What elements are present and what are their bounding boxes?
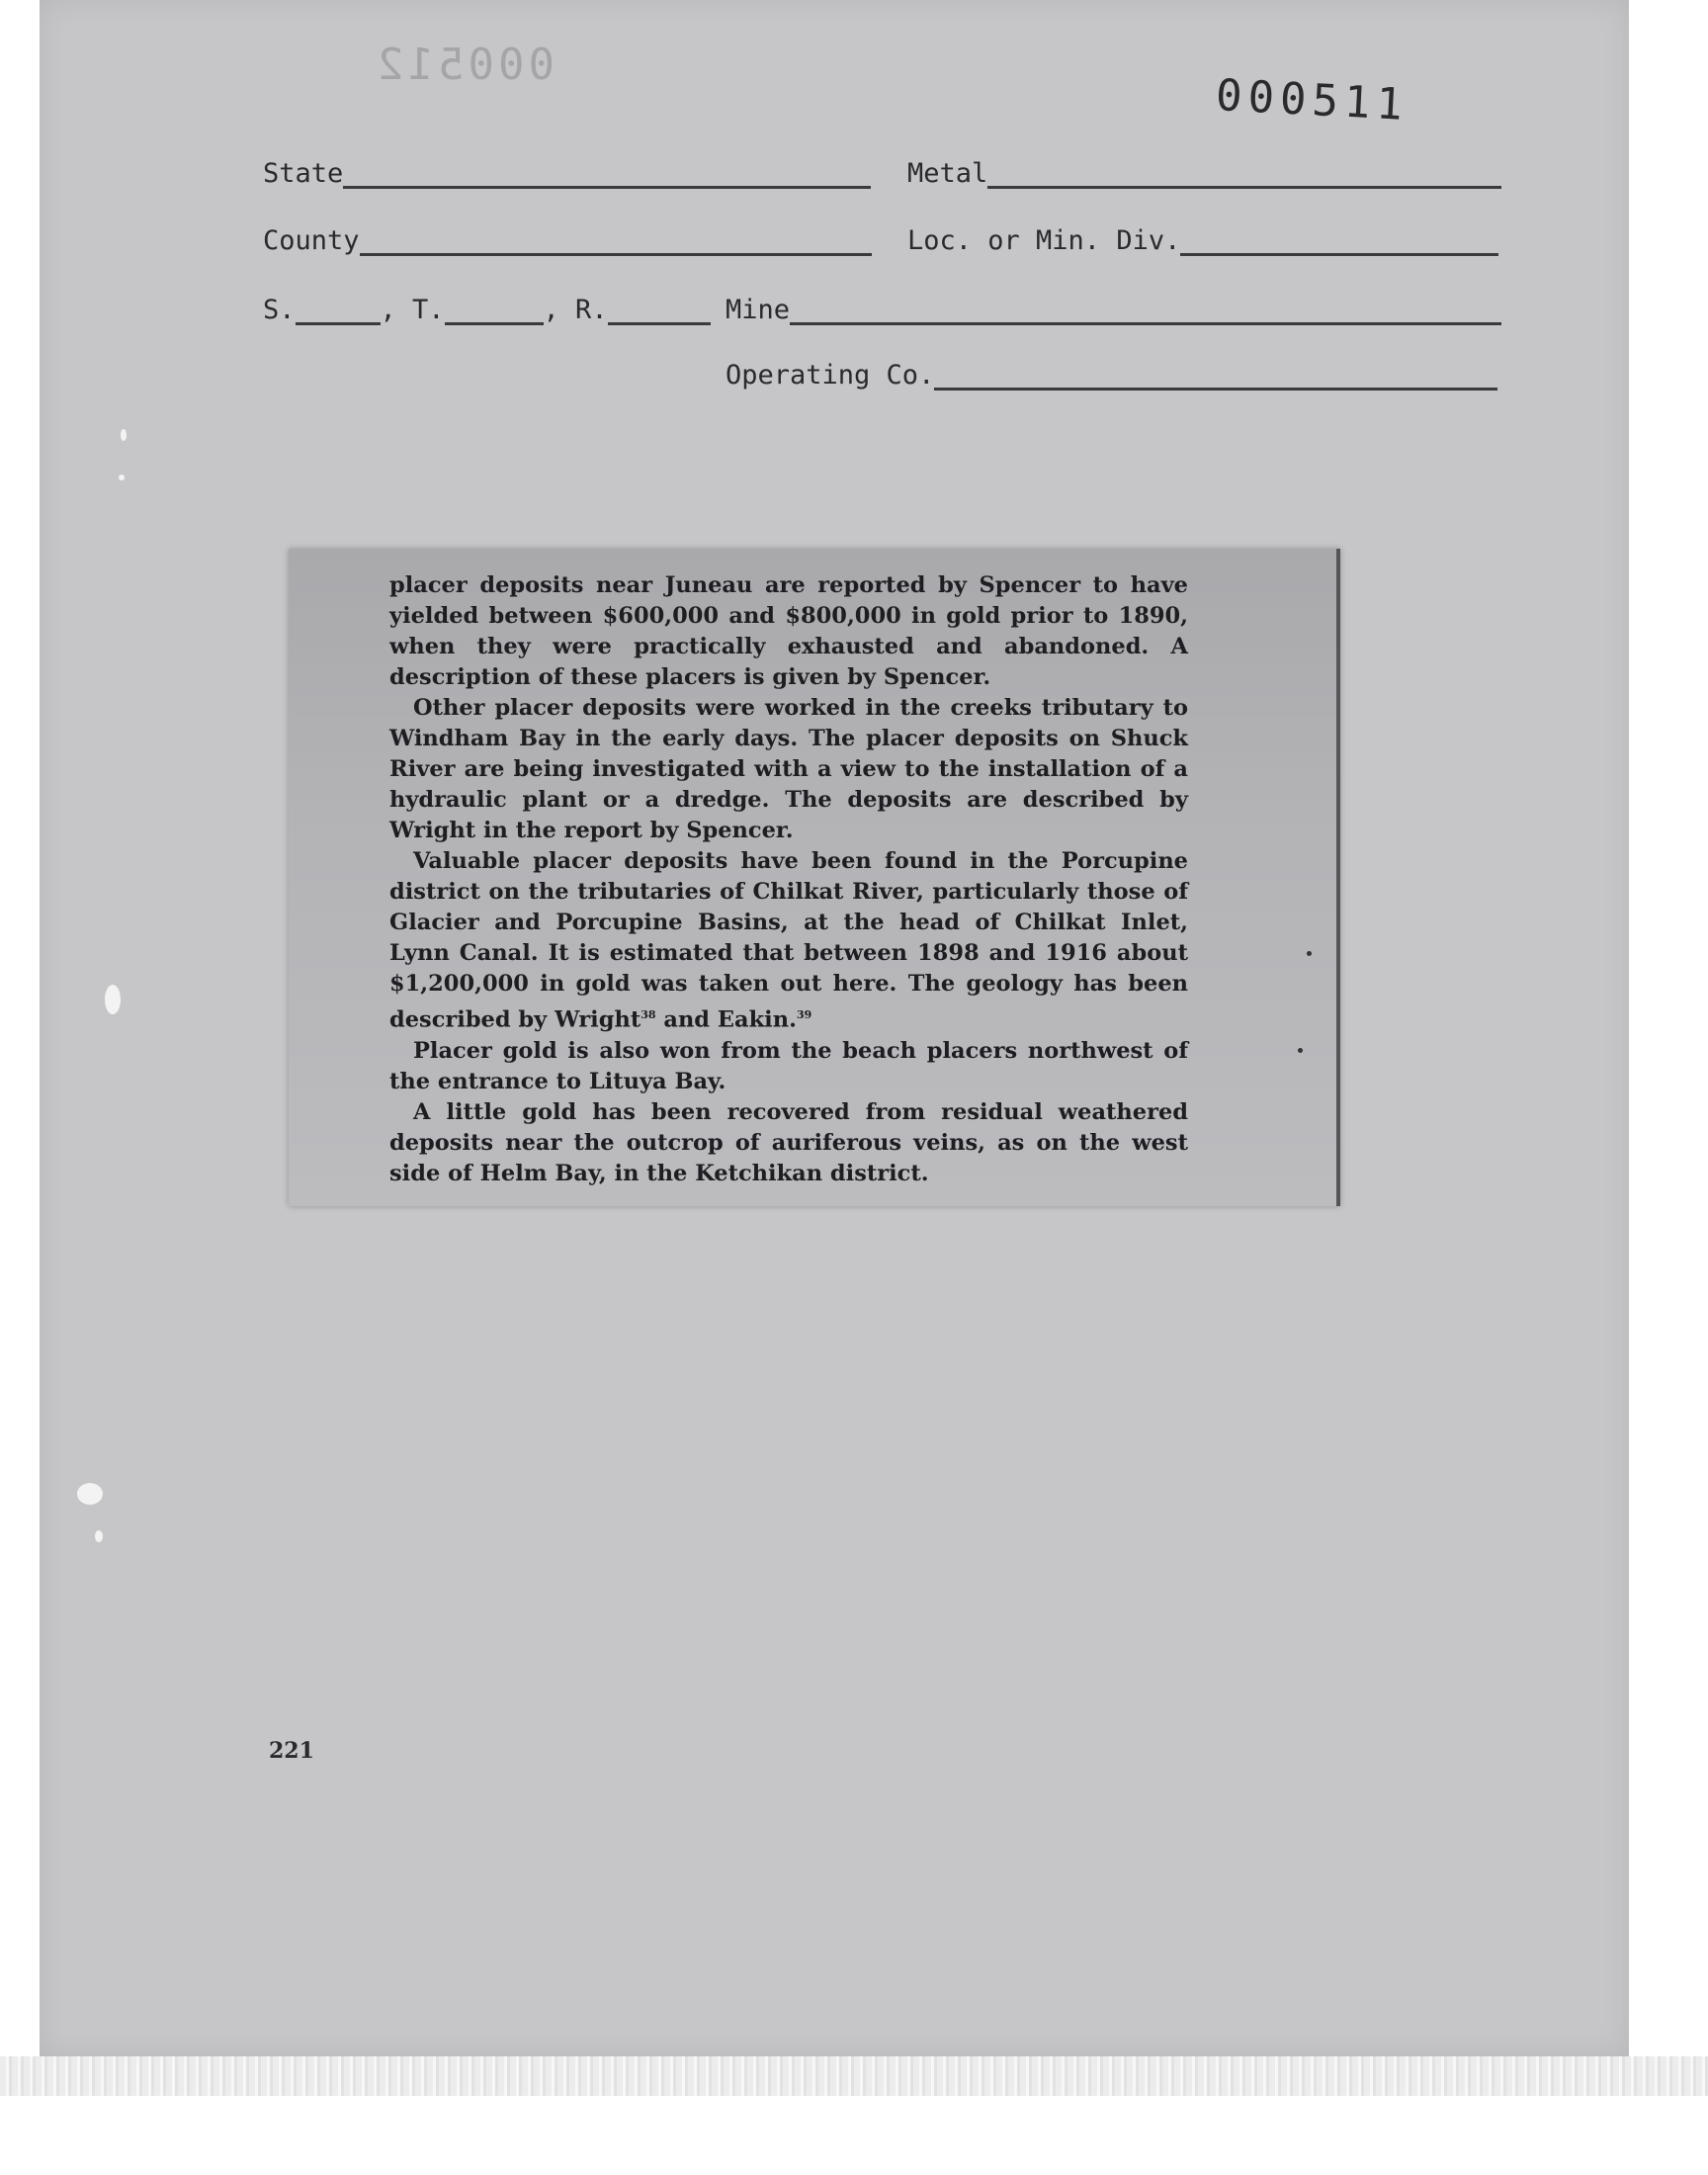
mirrored-bleedthrough-number: 000512 [374,40,555,90]
loc-field [907,225,1498,256]
mine-blank[interactable] [790,297,1501,325]
str-field [263,295,711,325]
state-blank[interactable] [343,160,871,189]
county-field [263,225,872,256]
file-number-stamp: 000511 [1214,69,1410,131]
metal-field [907,158,1501,189]
clipping-paragraph: placer deposits near Juneau are reported by Spencer to have yielded between $600,000 and $800,000 in gold prior to 1890, when they were practically exhausted and abandoned. A description of these placers is given by Spencer. [389,572,1188,690]
paper-speck [77,1483,103,1505]
clipping-paragraph: Placer gold is also won from the beach placers northwest of the entrance to Lituya Bay. [389,1037,1188,1094]
paper-speck [95,1530,103,1542]
county-blank[interactable] [360,227,872,256]
clipping-paragraph-text: Valuable placer deposits have been found in the Porcupine district on the tributaries of Chilkat River, particularly those of Glacier and Porcupine Basins, at the head of Chilkat Inlet, Lynn Canal. It is estimated that between 1898 and 1916 about $1,200,000 in gold was taken out here. The geology has been described by Wright [389,848,1188,1033]
page-number: 221 [269,1738,314,1764]
scan-dot [1307,951,1312,956]
township-label: , T. [380,295,445,325]
operating-co-label: Operating Co. [726,360,935,391]
township-blank[interactable] [445,297,544,325]
footnote-ref: 39 [796,1008,812,1021]
scan-dot [1298,1048,1303,1053]
clipping-text [389,570,1188,1189]
clipping-paragraph: A little gold has been recovered from residual weathered deposits near the outcrop of auriferous veins, as on the west side of Helm Bay, in the Ketchikan district. [389,1098,1188,1186]
mine-field [726,295,1501,325]
footnote-ref: 38 [640,1008,656,1021]
county-label: County [263,225,360,256]
operating-co-blank[interactable] [934,362,1497,391]
state-label: State [263,158,344,189]
operating-co-field [726,360,1497,391]
metal-blank[interactable] [987,160,1501,189]
paper-speck [121,429,127,441]
section-label: S. [263,295,296,325]
loc-label: Loc. or Min. Div. [907,225,1181,256]
state-field [263,158,871,189]
section-blank[interactable] [296,297,381,325]
clipping-paragraph [389,846,1188,1036]
paper-speck [105,985,121,1014]
scanner-edge [0,2056,1708,2096]
clipping-paragraph: Other placer deposits were worked in the creeks tributary to Windham Bay in the early days. The placer deposits on Shuck River are being investigated with a view to the installation of a hydraulic plant or a dredge. The deposits are described by Wright in the report by Spencer. [389,695,1188,843]
range-blank[interactable] [608,297,711,325]
pasted-clipping [289,549,1340,1206]
metal-label: Metal [907,158,988,189]
paper-speck [119,475,125,480]
loc-blank[interactable] [1180,227,1498,256]
clipping-paragraph-text: and Eakin. [655,1006,797,1033]
mine-label: Mine [726,295,791,325]
range-label: , R. [543,295,608,325]
